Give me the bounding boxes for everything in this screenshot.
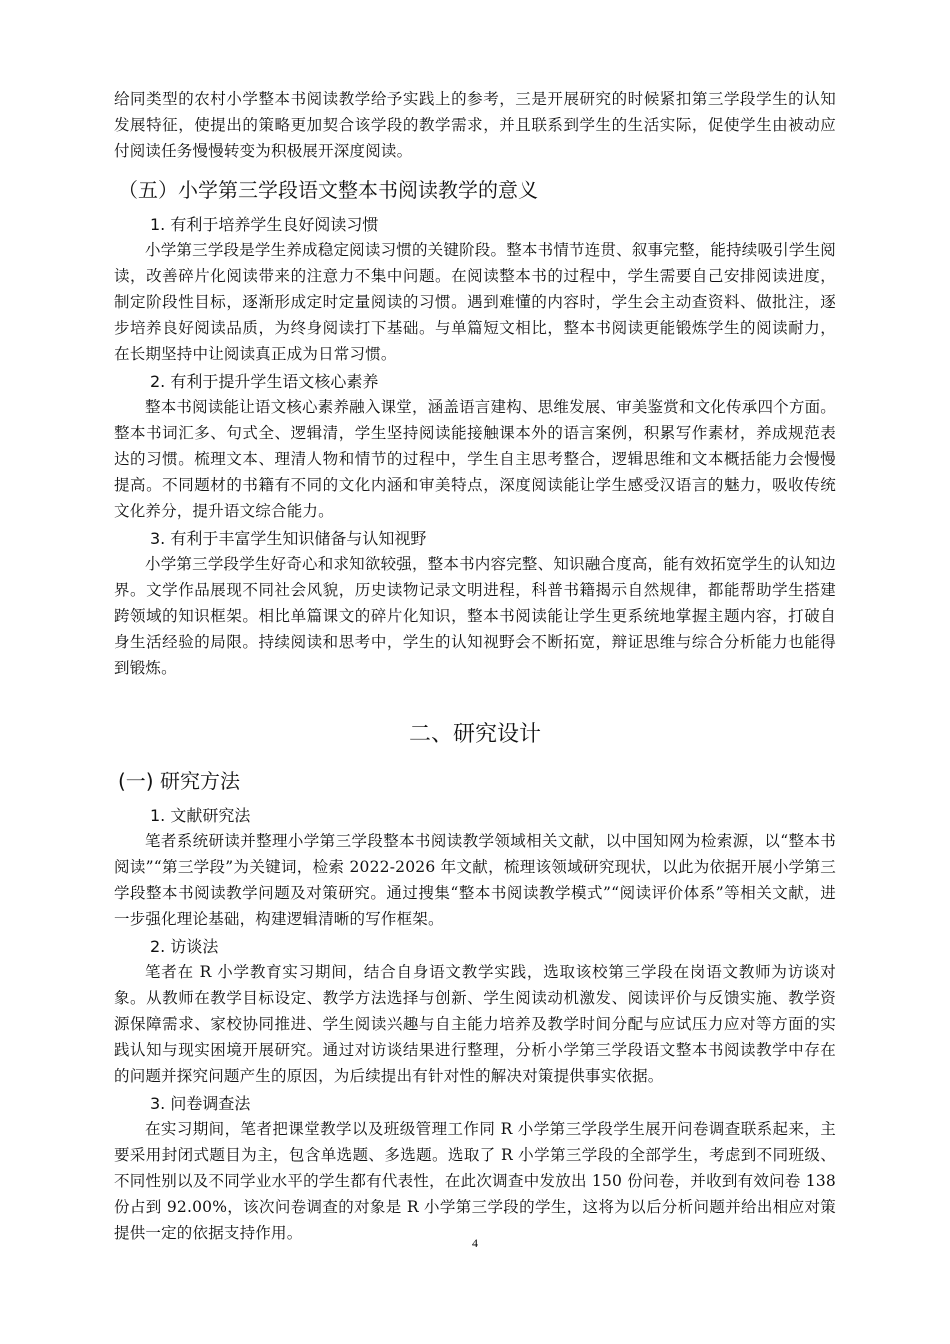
paragraph-questionnaire-method: 在实习期间，笔者把课堂教学以及班级管理工作同 R 小学第三学段学生展开问卷调查联系起来，主要采用封闭式题目为主，包含单选题、多选题。选取了 R 小学第三学段的全部学生，考虑到不同班级、不同性别以及不同学业水平的学生都有代表性，在此次调查中发放出 150 份问卷，并收到有效问卷 138 份占到 92.00%，该次问卷调查的对象是 R 小学第三学段的学生，这将为以后分析问题并给出相应对策提供一定的依据支持作用。 <box>114 1120 836 1242</box>
page-number: 4 <box>472 1236 478 1250</box>
subheading-reading-habits: 1. 有利于培养学生良好阅读习惯 <box>150 215 379 234</box>
chapter-heading-research-design: 二、研究设计 <box>408 722 541 747</box>
intro-paragraph: 给同类型的农村小学整本书阅读教学给予实践上的参考，三是开展研究的时候紧扣第三学段学生的认知发展特征，使提出的策略更加契合该学段的教学需求，并且联系到学生的生活实际，促使学生由被动应付阅读任务慢慢转变为积极展开深度阅读。 <box>114 90 836 160</box>
subheading-questionnaire-method: 3. 问卷调查法 <box>150 1094 251 1113</box>
paragraph-reading-habits: 小学第三学段是学生养成稳定阅读习惯的关键阶段。整本书情节连贯、叙事完整，能持续吸引学生阅读，改善碎片化阅读带来的注意力不集中问题。在阅读整本书的过程中，学生需要自己安排阅读进度，制定阶段性目标，逐渐形成定时定量阅读的习惯。遇到难懂的内容时，学生会主动查资料、做批注，逐步培养良好阅读品质，为终身阅读打下基础。与单篇短文相比，整本书阅读更能锻炼学生的阅读耐力，在长期坚持中让阅读真正成为日常习惯。 <box>114 241 836 363</box>
subheading-interview-method: 2. 访谈法 <box>150 937 219 956</box>
subheading-core-literacy: 2. 有利于提升学生语文核心素养 <box>150 372 379 391</box>
paragraph-core-literacy: 整本书阅读能让语文核心素养融入课堂，涵盖语言建构、思维发展、审美鉴赏和文化传承四个方面。整本书词汇多、句式全、逻辑清，学生坚持阅读能接触课本外的语言案例，积累写作素材，养成规范表达的习惯。梳理文本、理清人物和情节的过程中，学生自主思考整合，逻辑思维和文本概括能力会慢慢提高。不同题材的书籍有不同的文化内涵和审美特点，深度阅读能让学生感受汉语言的魅力，吸收传统文化养分，提升语文综合能力。 <box>114 398 836 520</box>
section-heading-significance: （五）小学第三学段语文整本书阅读教学的意义 <box>118 178 538 202</box>
paragraph-knowledge-vision: 小学第三学段学生好奇心和求知欲较强，整本书内容完整、知识融合度高，能有效拓宽学生的认知边界。文学作品展现不同社会风貌，历史读物记录文明进程，科普书籍揭示自然规律，都能帮助学生搭建跨领域的知识框架。相比单篇课文的碎片化知识，整本书阅读能让学生更系统地掌握主题内容，打破自身生活经验的局限。持续阅读和思考中，学生的认知视野会不断拓宽，辩证思维与综合分析能力也能得到锻炼。 <box>114 555 836 677</box>
subheading-knowledge-vision: 3. 有利于丰富学生知识储备与认知视野 <box>150 529 427 548</box>
paragraph-literature-method: 笔者系统研读并整理小学第三学段整本书阅读教学领域相关文献，以中国知网为检索源，以“整本书阅读”“第三学段”为关键词，检索 2022-2026 年文献，梳理该领域研究现状，以此为依据开展小学第三学段整本书阅读教学问题及对策研究。通过搜集“整本书阅读教学模式”“阅读评价体系”等相关文献，进一步强化理论基础，构建逻辑清晰的写作框架。 <box>114 832 836 928</box>
paragraph-interview-method: 笔者在 R 小学教育实习期间，结合自身语文教学实践，选取该校第三学段在岗语文教师为访谈对象。从教师在教学目标设定、教学方法选择与创新、学生阅读动机激发、阅读评价与反馈实施、教学资源保障需求、家校协同推进、学生阅读兴趣与自主能力培养及教学时间分配与应试压力应对等方面的实践认知与现实困境开展研究。通过对访谈结果进行整理，分析小学第三学段语文整本书阅读教学中存在的问题并探究问题产生的原因，为后续提出有针对性的解决对策提供事实依据。 <box>114 963 836 1085</box>
section-heading-research-methods: (一) 研究方法 <box>118 769 240 793</box>
subheading-literature-method: 1. 文献研究法 <box>150 806 251 825</box>
